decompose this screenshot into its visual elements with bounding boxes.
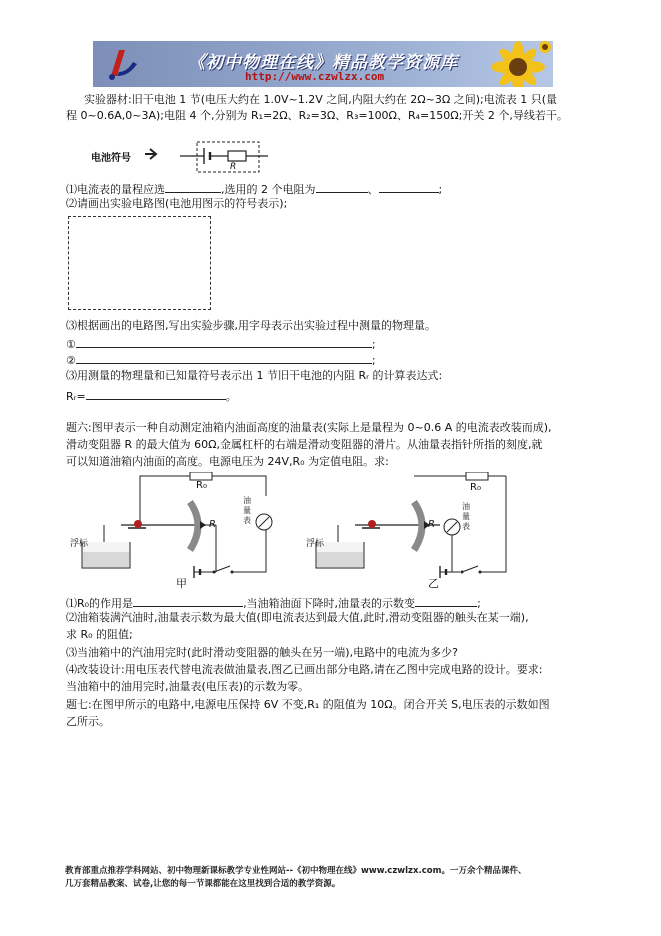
problem6-q4a: ⑷改装设计:用电压表代替电流表做油量表,图乙已画出部分电路,请在乙图中完成电路的设计。要求: [66, 663, 543, 676]
problem6-q2a: ⑵油箱装满汽油时,油量表示数为最大值(即电流表达到最大值,此时,滑动变阻器的触头在某一端), [66, 611, 529, 624]
battery-resistor-label: R [230, 162, 237, 172]
jia-r-label: R [209, 519, 216, 530]
battery-symbol-diagram [142, 140, 272, 176]
q1-text-b: ,选用的 2 个电阻为 [221, 183, 316, 196]
problem6-q3: ⑶当油箱中的汽油用完时(此时滑动变阻器的触头在另一端),电路中的电流为多少? [66, 646, 458, 659]
yi-float-label: 浮标 [306, 539, 325, 549]
materials-line-2: 程 0~0.6A,0~3A);电阻 4 个,分别为 R₁=2Ω、R₂=3Ω、R₃=100Ω、R₄=150Ω;开关 2 个,导线若干。 [66, 109, 568, 122]
step-2-marker: ② [66, 354, 76, 367]
yi-r-label: R [428, 519, 435, 530]
battery-symbol-label: 电池符号 [91, 153, 131, 164]
yi-r0-label: R₀ [470, 482, 481, 493]
experiment-q3: ⑶根据画出的电路图,写出实验步骤,用字母表示出实验过程中测量的物理量。 [66, 319, 436, 332]
answer-blank[interactable] [133, 594, 243, 607]
problem6-line-1: 题六:图甲表示一种自动测定油箱内油面高度的油量表(实际上是量程为 0~0.6 A 的电流表改装而成), [66, 421, 552, 434]
p6-q1-text-b: ,当油箱油面下降时,油量表的示数变 [243, 597, 416, 610]
step-2-end: ; [371, 354, 376, 367]
problem6-q2b: 求 R₀ 的阻值; [66, 628, 133, 641]
answer-blank[interactable] [165, 180, 221, 193]
figure-jia-caption: 甲 [176, 577, 187, 590]
step-2-line [66, 351, 376, 368]
sunflower-image [463, 41, 553, 87]
answer-blank[interactable] [379, 180, 439, 193]
problem6-q4b: 当油箱中的油用完时,油量表(电压表)的示数为零。 [66, 680, 310, 693]
problem6-line-3: 可以知道油箱内油面的高度。电源电压为 24V,R₀ 为定值电阻。求: [66, 455, 389, 468]
jia-meter-label: 油量表 [243, 496, 251, 525]
page-footer [65, 865, 605, 891]
q1-text-d: ; [438, 183, 443, 196]
step-1-end: ; [371, 338, 376, 351]
experiment-q2: ⑵请画出实验电路图(电池用图示的符号表示); [66, 197, 288, 210]
p6-q1-text-a: ⑴R₀的作用是 [66, 597, 134, 610]
site-logo-icon [103, 46, 141, 82]
jia-float-label: 浮标 [70, 539, 89, 549]
step-1-marker: ① [66, 338, 76, 351]
banner-title: 《初中物理在线》精品教学资源库 [188, 53, 458, 73]
materials-line-1: 实验器材:旧干电池 1 节(电压大约在 1.0V~1.2V 之间,内阻大约在 2Ω~3Ω 之间);电流表 1 只(量 [84, 93, 558, 106]
experiment-q1 [66, 180, 442, 197]
answer-blank[interactable] [415, 594, 477, 607]
answer-blank[interactable] [316, 180, 368, 193]
problem6-q1 [66, 594, 481, 611]
q1-text-c: 、 [367, 183, 379, 196]
problem7-line-1: 题七:在图甲所示的电路中,电源电压保持 6V 不变,R₁ 的阻值为 10Ω。闭合开关 S,电压表的示数如图 [66, 698, 550, 711]
figure-yi-caption: 乙 [428, 577, 439, 590]
circuit-drawing-box[interactable] [68, 216, 211, 310]
answer-blank[interactable] [86, 387, 226, 400]
resistance-prefix: Rᵣ= [66, 390, 86, 403]
p6-q1-text-c: ; [477, 597, 481, 610]
q1-text-a: ⑴电流表的量程应选 [66, 183, 165, 196]
header-banner [93, 41, 553, 87]
answer-blank[interactable] [76, 335, 372, 348]
resistance-end: 。 [225, 390, 237, 403]
problem7-line-2: 乙所示。 [66, 715, 110, 728]
figure-yi-circuit [300, 472, 520, 590]
experiment-q4: ⑶用测量的物理量和已知量符号表示出 1 节旧干电池的内阻 Rᵣ 的计算表达式: [66, 369, 443, 382]
internal-resistance-line [66, 387, 237, 404]
banner-url[interactable]: http://www.czwlzx.com [245, 70, 385, 83]
footer-line-1: 教育部重点推荐学科网站、初中物理新课标教学专业性网站--《初中物理在线》www.czwlzx.com。一万余个精品课件、 [65, 866, 527, 876]
footer-line-2: 几万套精品教案、试卷,让您的每一节课都能在这里找到合适的教学资源。 [65, 879, 341, 889]
answer-blank[interactable] [76, 351, 372, 364]
step-1-line [66, 335, 376, 352]
problem6-line-2: 滑动变阻器 R 的最大值为 60Ω,金属杠杆的右端是滑动变阻器的滑片。从油量表指针所指的刻度,就 [66, 438, 543, 451]
figure-jia-circuit [66, 472, 286, 590]
yi-meter-label: 油量表 [462, 502, 470, 531]
jia-r0-label: R₀ [196, 480, 207, 491]
